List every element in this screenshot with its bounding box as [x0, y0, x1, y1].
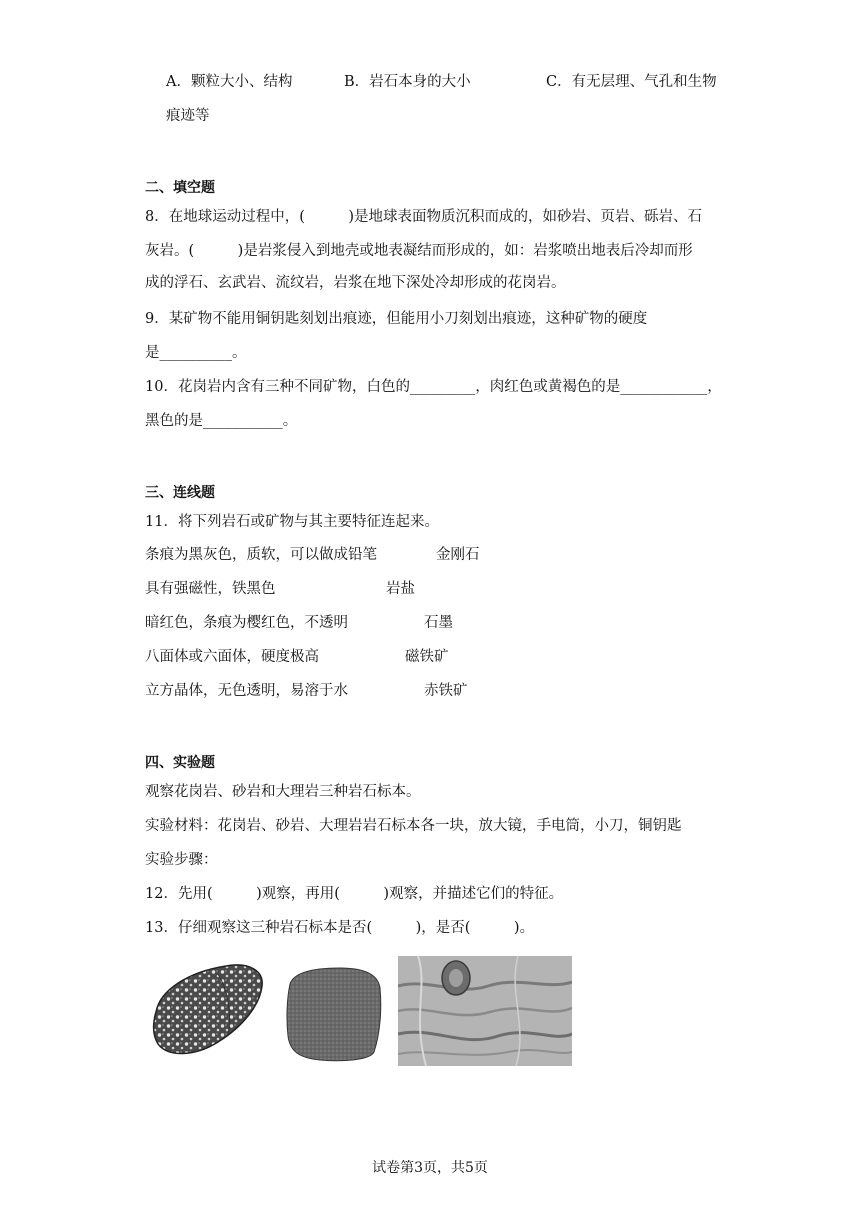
marble-image — [398, 956, 572, 1066]
match-feature: 立方晶体，无色透明，易溶于水 — [145, 683, 348, 699]
section-title-fill-blank: 二、填空题 — [145, 180, 215, 196]
match-mineral: 岩盐 — [386, 581, 415, 597]
match-feature: 八面体或六面体，硬度极高 — [145, 649, 319, 665]
option-b: B．岩石本身的大小 — [344, 74, 471, 90]
match-feature: 暗红色，条痕为樱红色，不透明 — [145, 615, 348, 631]
option-c: C．有无层理、气孔和生物 — [546, 74, 717, 90]
q9-line-2: 是__________。 — [145, 345, 247, 361]
q11-prompt: 11．将下列岩石或矿物与其主要特征连起来。 — [145, 514, 439, 530]
q10-line-1: 10．花岗岩内含有三种不同矿物，白色的_________，肉红色或黄褐色的是____________， — [145, 379, 722, 395]
experiment-steps: 实验步骤： — [145, 852, 218, 868]
match-mineral: 赤铁矿 — [424, 683, 468, 699]
match-mineral: 石墨 — [424, 615, 453, 631]
match-mineral: 磁铁矿 — [405, 649, 449, 665]
page-footer: 试卷第3页，共5页 — [372, 1160, 488, 1176]
q10-line-2: 黑色的是___________。 — [145, 413, 298, 429]
experiment-intro: 观察花岗岩、砂岩和大理岩三种岩石标本。 — [145, 784, 421, 800]
experiment-materials: 实验材料：花岗岩、砂岩、大理岩岩石标本各一块，放大镜，手电筒，小刀，铜钥匙 — [145, 818, 682, 834]
option-a: A．颗粒大小、结构 — [166, 74, 293, 90]
q9-line-1: 9．某矿物不能用铜钥匙刻划出痕迹，但能用小刀刻划出痕迹，这种矿物的硬度 — [145, 311, 648, 327]
sandstone-image — [284, 962, 384, 1064]
granite-image — [148, 960, 268, 1060]
option-c-continued: 痕迹等 — [166, 108, 210, 124]
section-title-experiment: 四、实验题 — [145, 755, 215, 771]
q13: 13．仔细观察这三种岩石标本是否( )，是否( )。 — [145, 920, 535, 936]
q8-line-3: 成的浮石、玄武岩、流纹岩，岩浆在地下深处冷却形成的花岗岩。 — [145, 275, 566, 291]
section-title-matching: 三、连线题 — [145, 485, 215, 501]
q8-line-1: 8．在地球运动过程中，( )是地球表面物质沉积而成的，如砂岩、页岩、砾岩、石 — [145, 209, 703, 225]
match-mineral: 金刚石 — [436, 547, 480, 563]
q12: 12．先用( )观察，再用( )观察，并描述它们的特征。 — [145, 886, 564, 902]
match-feature: 具有强磁性，铁黑色 — [145, 581, 276, 597]
match-feature: 条痕为黑灰色，质软，可以做成铅笔 — [145, 547, 377, 563]
q8-line-2: 灰岩。( )是岩浆侵入到地壳或地表凝结而形成的，如：岩浆喷出地表后冷却而形 — [145, 243, 693, 259]
